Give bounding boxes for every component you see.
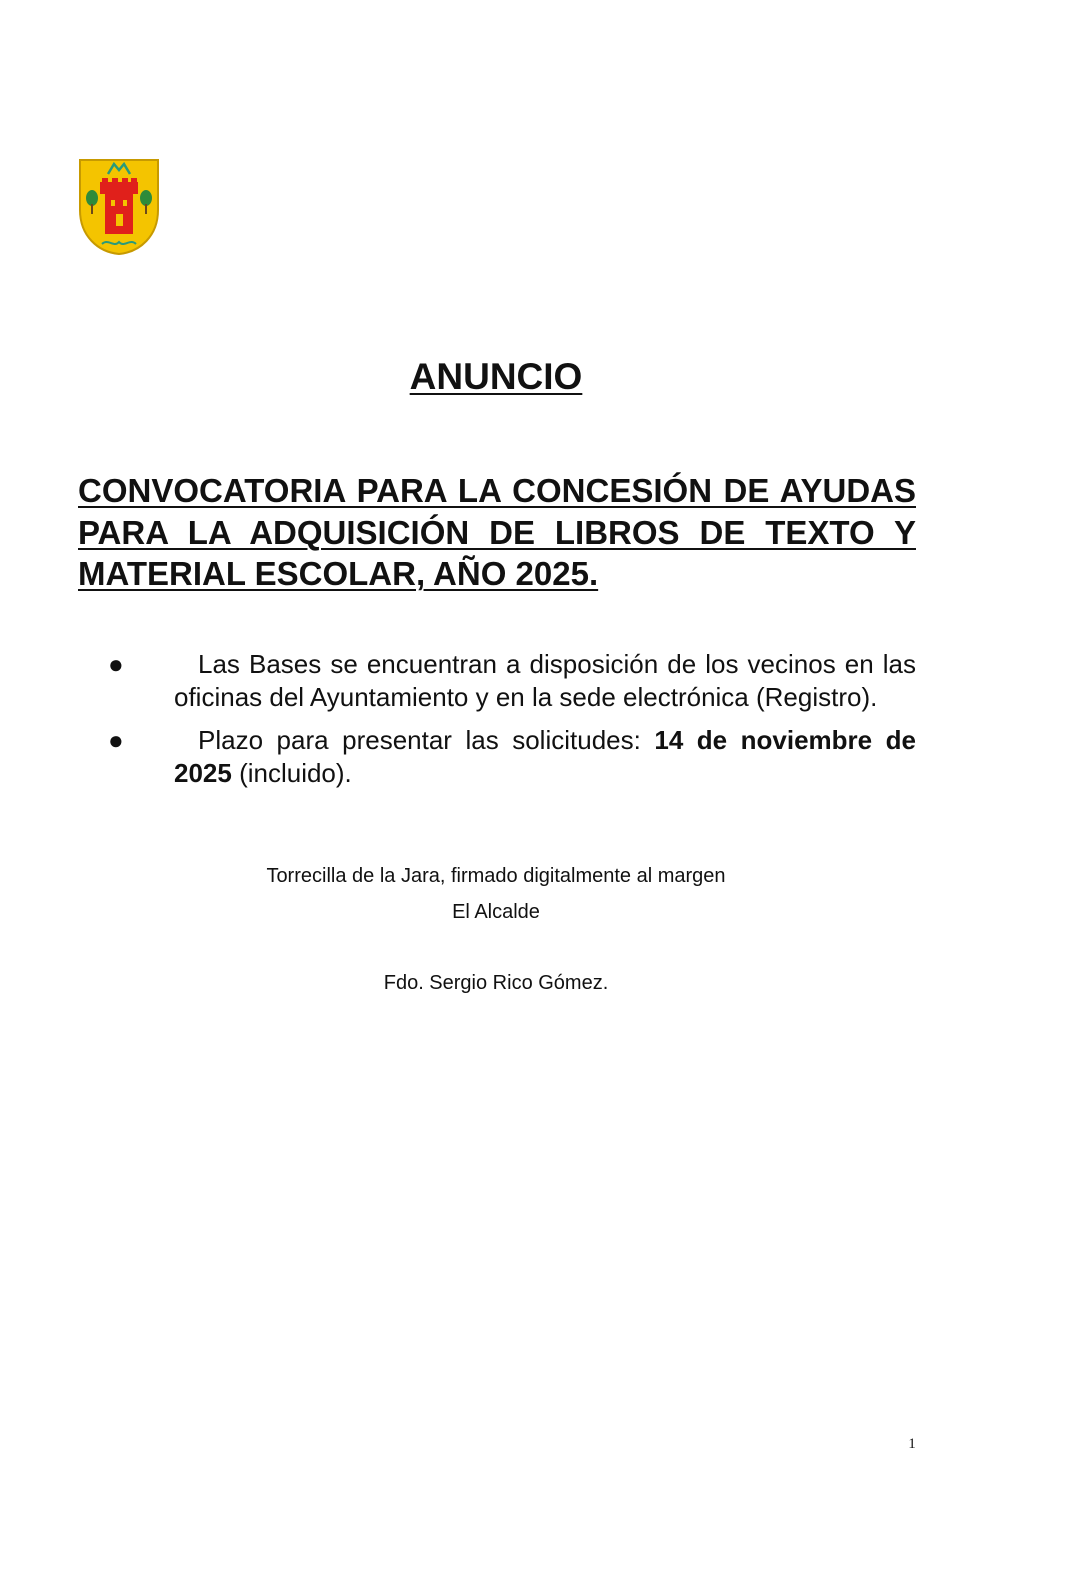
page-number: 1 (908, 1436, 916, 1452)
deadline-date: 14 de noviembre de 2025 (174, 725, 916, 788)
call-title: CONVOCATORIA PARA LA CONCESIÓN DE AYUDAS PARA LA ADQUISICIÓN DE LIBROS DE TEXTO Y MATERIAL ESCOLAR, AÑO 2025. (78, 472, 916, 592)
bullet-icon: ● (108, 649, 124, 679)
announcement-heading: ANUNCIO (409, 356, 583, 397)
coat-of-arms-icon (78, 158, 160, 256)
deadline-text (174, 724, 916, 790)
deadline-suffix: (incluido). (231, 758, 352, 788)
signature-role: El Alcalde (452, 901, 540, 923)
signature-place-line: Torrecilla de la Jara, firmado digitalmente al margen (266, 865, 726, 887)
info-list (0, 648, 1080, 790)
bases-availability-text: Las Bases se encuentran a disposición de los vecinos en las oficinas del Ayuntamiento y en la sede electrónica (Registro). (174, 649, 916, 712)
bullet-icon: ● (108, 725, 124, 755)
deadline-prefix: Plazo para presentar las solicitudes: (198, 725, 655, 755)
list-item (108, 724, 916, 790)
list-item (108, 648, 916, 714)
signature-name: Fdo. Sergio Rico Gómez. (383, 972, 609, 994)
